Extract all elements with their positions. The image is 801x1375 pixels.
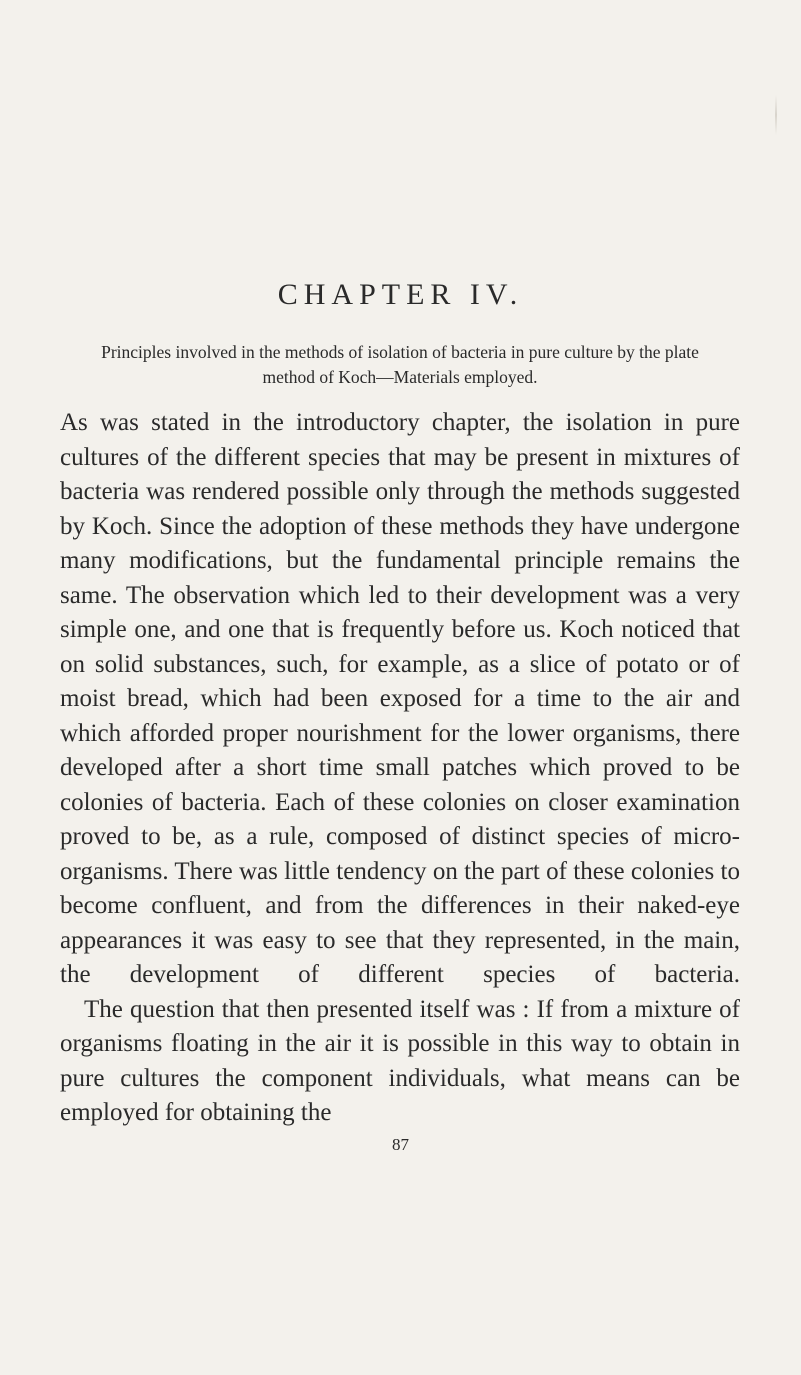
paragraph-2: The question that then presented itself was : If from a mixture of organisms floating in the air it is possible in this way to obtain in pure cultures the component individuals, what means can be employed for obtaining the — [60, 995, 740, 1126]
chapter-subtitle: Principles involved in the methods of isolation of bacteria in pure culture by the plate method of Koch—Materials employed. — [101, 342, 699, 387]
chapter-title: CHAPTER IV. — [277, 278, 524, 311]
page-edge-mark — [775, 95, 777, 135]
body-text — [60, 406, 740, 1131]
page-number: 87 — [392, 1135, 409, 1154]
paragraph-1: As was stated in the introductory chapter, the isolation in pure cultures of the different species that may be present in mixtures of bacteria was rendered possible only through the methods suggested by Koch. Since the adoption of these methods they have undergone many modifications, but the fundamental principle remains the same. The observation which led to their development was a very simple one, and one that is frequently before us. Koch noticed that on solid substances, such, for example, as a slice of potato or of moist bread, which had been exposed for a time to the air and which afforded proper nourishment for the lower organisms, there developed after a short time small patches which proved to be colonies of bacteria. Each of these colonies on closer examination proved to be, as a rule, composed of distinct species of micro-organisms. There was little tendency on the part of these colonies to become confluent, and from the differences in their naked-eye appearances it was easy to see that they represented, in the main, the development of different species of bacteria. — [60, 409, 740, 988]
